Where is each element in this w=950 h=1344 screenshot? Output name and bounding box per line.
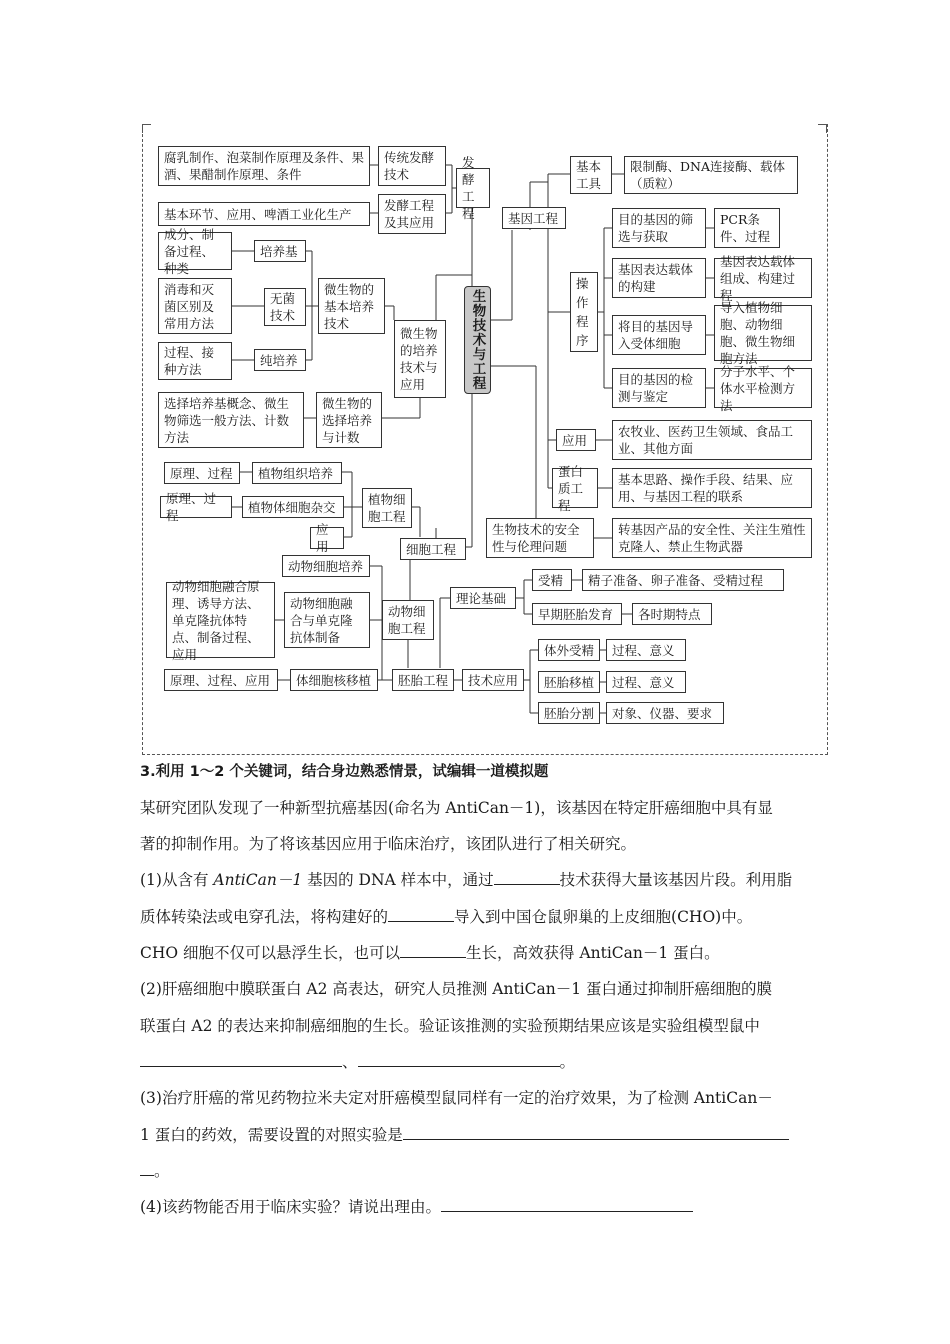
animal-fusion-antibody: 动物细胞融合与单克隆抗体制备 [284, 592, 370, 648]
q2-line3 [140, 1052, 820, 1072]
q2-blank-1[interactable] [140, 1052, 342, 1067]
culture-medium: 培养基 [254, 240, 306, 262]
early-embryo-detail: 各时期特点 [632, 603, 712, 625]
q2-end: 。 [559, 1053, 576, 1071]
q1-line2 [140, 907, 820, 927]
medium-detail: 成分、制备过程、种类 [158, 232, 232, 270]
sterile-detail: 消毒和灭菌区别及常用方法 [158, 278, 232, 334]
q1-text: CHO 细胞不仅可以悬浮生长，也可以 [140, 944, 401, 962]
center-node: 生物技术与工程 [464, 286, 491, 394]
introduction-detail: 导入植物细胞、动物细胞、微生物细胞方法 [714, 305, 812, 361]
early-embryo-development: 早期胚胎发育 [532, 603, 622, 625]
q3-line3 [140, 1161, 820, 1181]
gene-application: 应用 [556, 429, 596, 451]
q1-text: 导入到中国仓鼠卵巢的上皮细胞(CHO)中。 [454, 908, 753, 926]
q1-text: 质体转染法或电穿孔法，将构建好的 [140, 908, 389, 926]
biotech-safety-ethics: 生物技术的安全性与伦理问题 [486, 518, 594, 558]
microbe-culture-application: 微生物的培养技术与应用 [394, 320, 446, 398]
animal-cell-engineering: 动物细胞工程 [382, 600, 434, 640]
fermentation-application-detail: 基本环节、应用、啤酒工业化生产 [158, 202, 370, 226]
traditional-fermentation-detail: 腐乳制作、泡菜制作原理及条件、果酒、果醋制作原理、条件 [158, 146, 370, 186]
in-vitro-fertilization: 体外受精 [538, 639, 600, 661]
pure-culture-detail: 过程、接种方法 [158, 342, 232, 380]
animal-fusion-detail: 动物细胞融合原理、诱导方法、单克隆抗体特点、制备过程、应用 [166, 582, 275, 658]
question-intro-line2: 著的抑制作用。为了将该基因应用于临床治疗，该团队进行了相关研究。 [140, 835, 637, 853]
q1-line1 [140, 870, 820, 890]
q4-line [140, 1197, 820, 1217]
embryo-splitting-detail: 对象、仪器、要求 [606, 702, 724, 724]
q3-blank[interactable] [403, 1125, 789, 1140]
gene-application-detail: 农牧业、医药卫生领域、食品工业、其他方面 [612, 420, 812, 460]
basic-tools: 基本工具 [570, 156, 612, 194]
sterile-technique: 无菌技术 [264, 288, 306, 326]
plant-cell-engineering: 植物细胞工程 [362, 488, 412, 528]
embryo-splitting: 胚胎分割 [538, 702, 600, 724]
q4-text: (4)该药物能否用于临床实验？请说出理由。 [140, 1198, 441, 1216]
step-gene-introduction: 将目的基因导入受体细胞 [612, 315, 706, 355]
plant-fusion-detail: 原理、过程 [160, 496, 232, 518]
gene-engineering: 基因工程 [502, 207, 566, 229]
q3-blank-cont[interactable] [140, 1161, 154, 1176]
plant-tissue-culture: 植物组织培养 [252, 462, 342, 484]
fermentation-engineering: 发酵工程 [456, 168, 490, 208]
q1-blank-3[interactable] [400, 943, 466, 958]
question-title: 3.利用 1～2 个关键词，结合身边熟悉情景，试编辑一道模拟题 [140, 764, 549, 780]
protein-engineering-detail: 基本思路、操作手段、结果、应用、与基因工程的联系 [612, 468, 812, 508]
q3-text: 1 蛋白的药效，需要设置的对照实验是 [140, 1126, 403, 1144]
plant-somatic-hybridization: 植物体细胞杂交 [242, 496, 344, 518]
q1-line3 [140, 943, 820, 963]
embryo-transfer: 胚胎移植 [538, 671, 600, 693]
somatic-nuclear-transfer: 体细胞核移植 [290, 669, 378, 691]
plant-tissue-detail: 原理、过程 [164, 462, 240, 484]
step-vector-construction: 基因表达载体的构建 [612, 258, 706, 298]
fertilization: 受精 [532, 569, 572, 591]
q3-end: 。 [154, 1162, 170, 1180]
q1-text: 技术获得大量该基因片段。利用脂 [559, 871, 793, 889]
q3-line1: (3)治疗肝癌的常见药物拉米夫定对肝癌模型鼠同样有一定的治疗效果，为了检测 AntiCan－ [140, 1089, 773, 1107]
q1-text: 基因的 DNA 样本中，通过 [302, 871, 494, 889]
q1-text: 生长，高效获得 AntiCan－1 蛋白。 [466, 944, 720, 962]
nuclear-transfer-detail: 原理、过程、应用 [164, 669, 278, 691]
selective-detail: 选择培养基概念、微生物筛选一般方法、计数方法 [158, 392, 304, 448]
plant-application: 应用 [310, 527, 344, 549]
embryo-transfer-detail: 过程、意义 [606, 671, 686, 693]
ivf-detail: 过程、意义 [606, 639, 686, 661]
q2-line1: (2)肝癌细胞中膜联蛋白 A2 高表达，研究人员推测 AntiCan－1 蛋白通过抑制肝癌细胞的膜 [140, 980, 773, 998]
step-gene-screening: 目的基因的筛选与获取 [612, 208, 706, 248]
step-detection: 目的基因的检测与鉴定 [612, 368, 706, 408]
pcr-detail: PCR条件、过程 [714, 208, 780, 248]
traditional-fermentation: 传统发酵技术 [378, 146, 446, 186]
q2-separator: 、 [342, 1053, 358, 1071]
selective-culture-count: 微生物的选择培养与计数 [316, 392, 382, 448]
basic-tools-detail: 限制酶、DNA连接酶、载体（质粒） [624, 156, 798, 194]
vector-detail: 基因表达载体组成、构建过程 [714, 258, 812, 298]
animal-cell-culture: 动物细胞培养 [282, 555, 370, 577]
detection-detail: 分子水平、个体水平检测方法 [714, 368, 812, 408]
q1-blank-2[interactable] [388, 907, 454, 922]
fermentation-application: 发酵工程及其应用 [378, 194, 446, 234]
embryo-engineering: 胚胎工程 [392, 669, 454, 691]
fertilization-detail: 精子准备、卵子准备、受精过程 [582, 569, 784, 591]
protein-engineering: 蛋白质工程 [552, 468, 598, 508]
basic-culture-technique: 微生物的基本培养技术 [318, 278, 385, 334]
operation-procedure: 操作程序 [570, 272, 598, 352]
cell-engineering: 细胞工程 [400, 538, 466, 560]
question-intro-line1: 某研究团队发现了一种新型抗癌基因(命名为 AntiCan－1)，该基因在特定肝癌细胞中具有显 [140, 799, 773, 817]
q1-prefix: (1)从含有 [140, 871, 214, 889]
q2-blank-2[interactable] [358, 1052, 560, 1067]
safety-detail: 转基因产品的安全性、关注生殖性克隆人、禁止生物武器 [612, 518, 812, 558]
pure-culture: 纯培养 [254, 349, 306, 371]
q1-blank-1[interactable] [494, 870, 560, 885]
theoretical-basis: 理论基础 [450, 587, 516, 609]
q1-gene-name: AntiCan－1 [213, 871, 303, 889]
technology-application: 技术应用 [462, 669, 524, 691]
q3-line2 [140, 1125, 820, 1145]
q2-line2: 联蛋白 A2 的表达来抑制癌细胞的生长。验证该推测的实验预期结果应该是实验组模型鼠中 [140, 1017, 760, 1035]
q4-blank[interactable] [441, 1197, 693, 1212]
